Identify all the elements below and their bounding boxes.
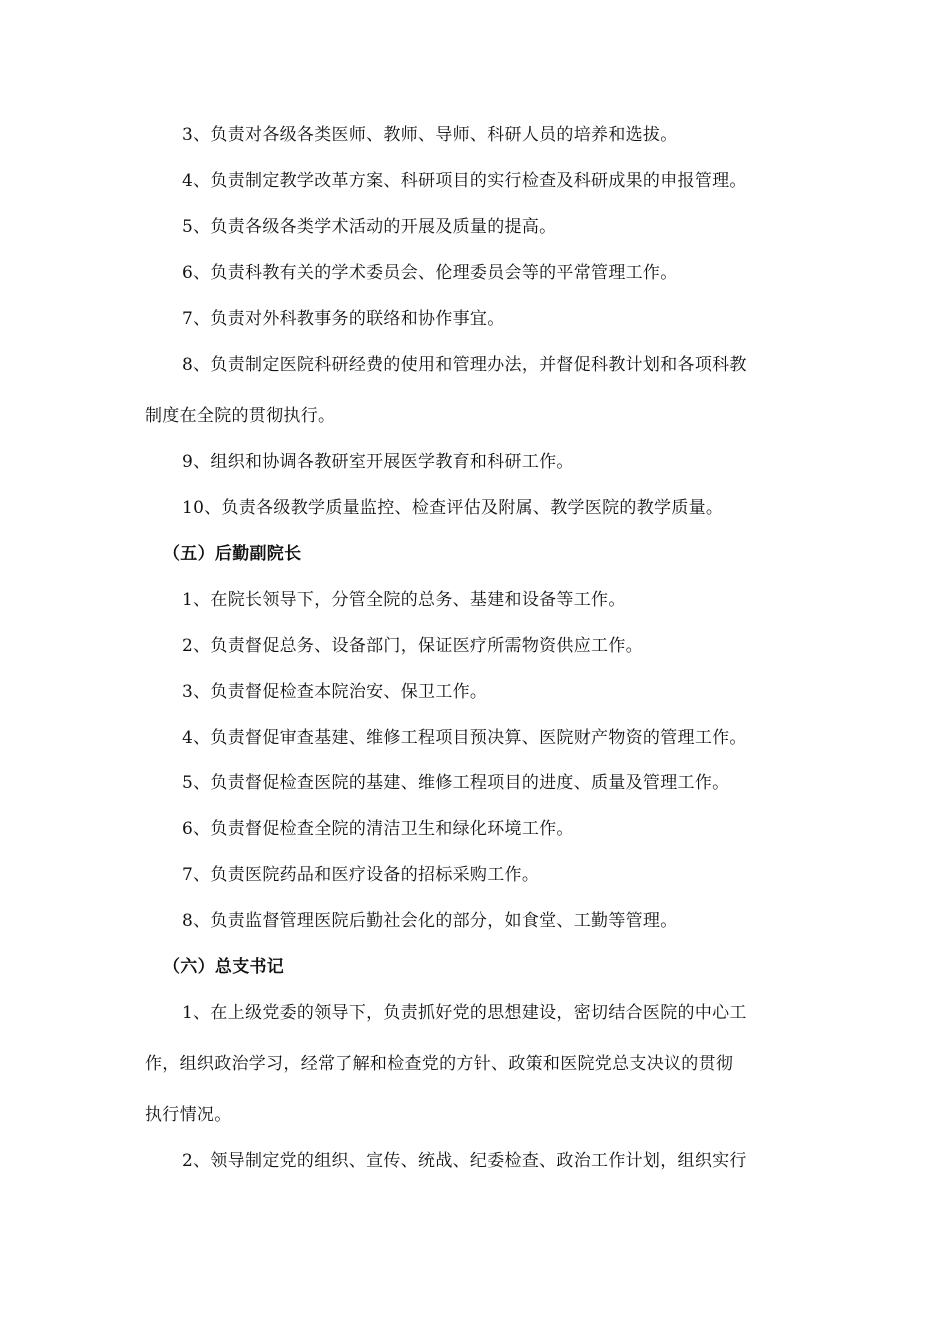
paragraph-item-3: 3、负责对各级各类医师、教师、导师、科研人员的培养和选拔。 xyxy=(182,125,678,145)
logistics-item-3: 3、负责督促检查本院治安、保卫工作。 xyxy=(182,682,488,702)
logistics-item-7: 7、负责医院药品和医疗设备的招标采购工作。 xyxy=(182,865,540,885)
paragraph-item-5: 5、负责各级各类学术活动的开展及质量的提高。 xyxy=(182,217,557,237)
section-heading-logistics: （五）后勤副院长 xyxy=(163,544,302,564)
paragraph-item-8-line1: 8、负责制定医院科研经费的使用和管理办法，并督促科教计划和各项科教 xyxy=(182,355,747,375)
secretary-item-1-line1: 1、在上级党委的领导下，负责抓好党的思想建设，密切结合医院的中心工 xyxy=(182,1003,747,1023)
paragraph-item-8-line2: 制度在全院的贯彻执行。 xyxy=(145,406,336,426)
secretary-item-2-line1: 2、领导制定党的组织、宣传、统战、纪委检查、政治工作计划，组织实行 xyxy=(182,1151,747,1171)
logistics-item-1: 1、在院长领导下，分管全院的总务、基建和设备等工作。 xyxy=(182,590,626,610)
paragraph-item-4: 4、负责制定教学改革方案、科研项目的实行检查及科研成果的申报管理。 xyxy=(182,171,747,191)
secretary-item-1-line3: 执行情况。 xyxy=(145,1105,232,1125)
logistics-item-4: 4、负责督促审查基建、维修工程项目预决算、医院财产物资的管理工作。 xyxy=(182,728,747,748)
logistics-item-6: 6、负责督促检查全院的清洁卫生和绿化环境工作。 xyxy=(182,819,574,839)
logistics-item-5: 5、负责督促检查医院的基建、维修工程项目的进度、质量及管理工作。 xyxy=(182,773,730,793)
paragraph-item-9: 9、组织和协调各教研室开展医学教育和科研工作。 xyxy=(182,452,574,472)
logistics-item-2: 2、负责督促总务、设备部门，保证医疗所需物资供应工作。 xyxy=(182,636,643,656)
secretary-item-1-line2: 作，组织政治学习，经常了解和检查党的方针、政策和医院党总支决议的贯彻 xyxy=(145,1054,734,1074)
section-heading-secretary: （六）总支书记 xyxy=(163,957,285,977)
logistics-item-8: 8、负责监督管理医院后勤社会化的部分，如食堂、工勤等管理。 xyxy=(182,911,678,931)
paragraph-item-6: 6、负责科教有关的学术委员会、伦理委员会等的平常管理工作。 xyxy=(182,263,678,283)
paragraph-item-7: 7、负责对外科教事务的联络和协作事宜。 xyxy=(182,309,505,329)
paragraph-item-10: 10、负责各级教学质量监控、检查评估及附属、教学医院的教学质量。 xyxy=(182,498,724,518)
